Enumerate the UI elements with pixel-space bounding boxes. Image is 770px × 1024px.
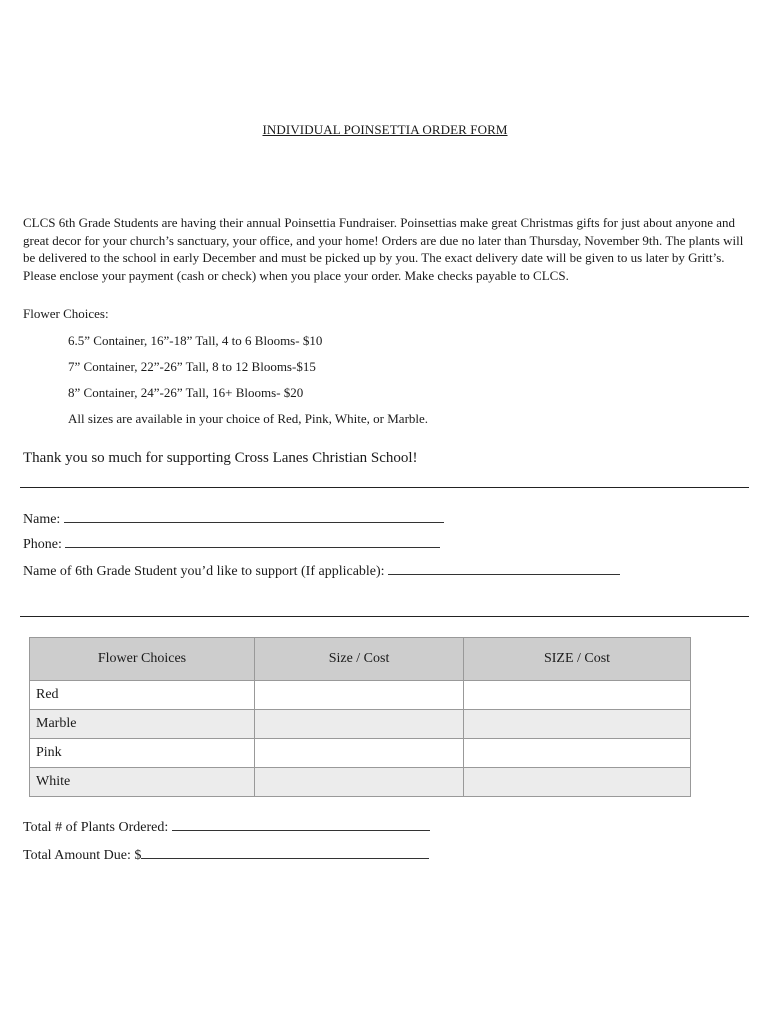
row-label: White [30,768,255,797]
row-label: Red [30,681,255,710]
intro-paragraph: CLCS 6th Grade Students are having their annual Poinsettia Fundraiser. Poinsettias make great Christmas gifts for just about anyone and great decor for your church’s sanctuary, your office, and your home! Orders are due no later than Thursday, November 9th. The plants will be delivered to the school in early December and must be picked up by you. The exact delivery date will be given to us later by Gritt’s. Please enclose your payment (cash or check) when you place your order. Make checks payable to CLCS. [23,215,744,283]
size-cost-cell[interactable] [464,739,691,768]
phone-row [23,535,440,553]
total-amount-row [23,846,429,864]
column-header: SIZE / Cost [464,638,691,681]
total-plants-row [23,818,430,836]
student-row [23,562,620,580]
divider [20,487,749,488]
phone-label: Phone: [23,537,62,552]
student-label: Name of 6th Grade Student you’d like to support (If applicable): [23,564,385,579]
size-cost-cell[interactable] [255,681,464,710]
table-header-row [30,638,691,681]
row-label: Pink [30,739,255,768]
table-row [30,710,691,739]
size-cost-cell[interactable] [255,710,464,739]
form-title: INDIVIDUAL POINSETTIA ORDER FORM [262,122,508,137]
table-row [30,739,691,768]
name-field[interactable] [64,510,444,523]
column-header: Flower Choices [30,638,255,681]
name-label: Name: [23,512,61,527]
name-row [23,510,444,528]
size-cost-cell[interactable] [255,768,464,797]
size-cost-cell[interactable] [255,739,464,768]
total-amount-label: Total Amount Due: $ [23,848,142,863]
thank-you-text: Thank you so much for supporting Cross Lanes Christian School! [23,450,418,466]
choice-item: 8” Container, 24”-26” Tall, 16+ Blooms- $20 [68,385,304,400]
choice-item: 6.5” Container, 16”-18” Tall, 4 to 6 Blooms- $10 [68,333,323,348]
size-cost-cell[interactable] [464,710,691,739]
table-row [30,681,691,710]
divider [20,616,749,617]
column-header: Size / Cost [255,638,464,681]
total-plants-field[interactable] [172,818,430,831]
total-plants-label: Total # of Plants Ordered: [23,820,169,835]
row-label: Marble [30,710,255,739]
table-row [30,768,691,797]
flower-choices-heading: Flower Choices: [23,306,109,321]
choice-item: 7” Container, 22”-26” Tall, 8 to 12 Blooms-$15 [68,359,316,374]
choice-note: All sizes are available in your choice of Red, Pink, White, or Marble. [68,411,429,426]
student-field[interactable] [388,562,620,575]
size-cost-cell[interactable] [464,681,691,710]
phone-field[interactable] [65,535,440,548]
total-amount-field[interactable] [141,846,429,859]
size-cost-cell[interactable] [464,768,691,797]
order-table [29,637,691,797]
